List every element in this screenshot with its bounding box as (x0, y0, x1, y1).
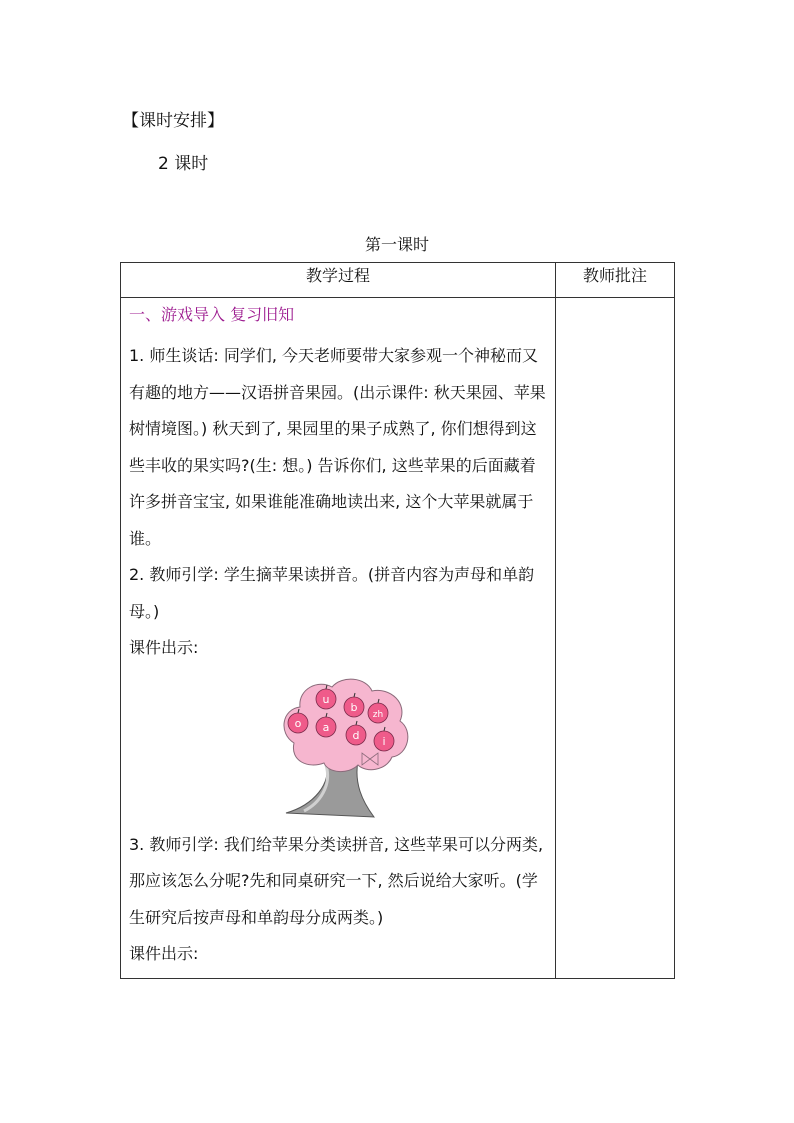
apple-letter: d (352, 728, 360, 742)
schedule-value: 2 课时 (158, 154, 209, 174)
lesson-table (120, 262, 675, 979)
apple-letter: a (322, 720, 330, 734)
apple-tree-image (274, 673, 414, 821)
courseware-label-1: 课件出示: (129, 638, 199, 657)
process-cell (121, 298, 556, 979)
apple-tree-illustration (129, 673, 549, 821)
apple-letter: zh (372, 709, 384, 720)
apple-letter: b (350, 700, 358, 714)
courseware-label-2: 课件出示: (129, 944, 199, 963)
apple-letter: u (322, 692, 330, 706)
header-teacher-notes: 教师批注 (556, 263, 675, 298)
schedule-heading: 【课时安排】 (122, 111, 224, 131)
paragraph-1: 1. 师生谈话: 同学们, 今天老师要带大家参观一个神秘而又有趣的地方——汉语拼音果园。(出示课件: 秋天果园、苹果树情境图。) 秋天到了, 果园里的果子成熟了, 你们想得到这些丰收的果实吗?(生: 想。) 告诉你们, 这些苹果的后面藏着许多拼音宝宝, 如果谁能准确地读出来, 这个大苹果就属于谁。 (129, 346, 546, 548)
paragraph-3: 3. 教师引学: 我们给苹果分类读拼音, 这些苹果可以分两类, 那应该怎么分呢?先和同桌研究一下, 然后说给大家听。(学生研究后按声母和单韵母分成两类。) (129, 834, 544, 927)
section-title: 第一课时 (364, 235, 429, 254)
apple-letter: o (294, 716, 302, 730)
notes-cell (556, 298, 675, 979)
section-subheading: 一、游戏导入 复习旧知 (129, 305, 295, 324)
paragraph-2: 2. 教师引学: 学生摘苹果读拼音。(拼音内容为声母和单韵母。) (129, 565, 535, 621)
header-teaching-process: 教学过程 (121, 263, 556, 298)
apple-letter: i (382, 734, 386, 748)
